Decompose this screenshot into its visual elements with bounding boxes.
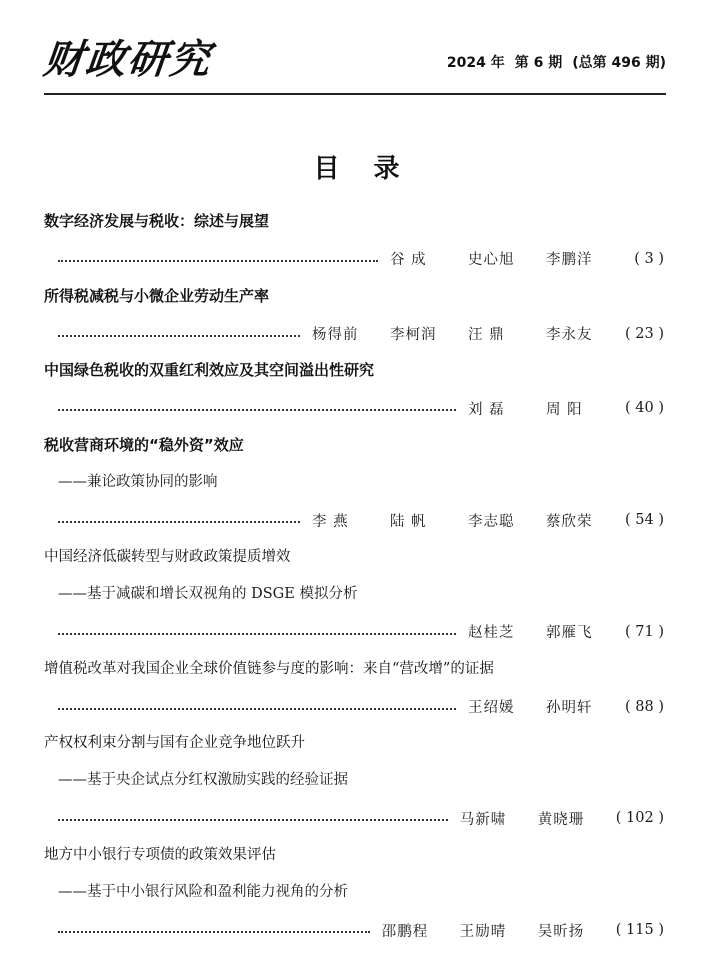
article-title[interactable]: 所得税减税与小微企业劳动生产率 bbox=[44, 286, 270, 305]
dot-leader bbox=[58, 409, 456, 411]
author-name: 史心旭 bbox=[468, 252, 515, 269]
author-name: 李志聪 bbox=[468, 513, 515, 530]
author-name: 陆 帆 bbox=[390, 513, 427, 530]
article-title[interactable]: 产权权利束分割与国有企业竞争地位跃升 bbox=[44, 735, 305, 752]
author-line bbox=[44, 613, 664, 650]
article-title[interactable]: 增值税改革对我国企业全球价值链参与度的影响：来自“营改增”的证据 bbox=[44, 660, 494, 677]
page-number: ( 40 ) bbox=[625, 400, 664, 417]
author-name: 马新啸 bbox=[459, 811, 507, 828]
article-title[interactable]: 税收营商环境的“稳外资”效应 bbox=[44, 435, 244, 454]
author-name: 李永友 bbox=[546, 327, 593, 344]
author-line bbox=[44, 800, 664, 837]
page-header bbox=[41, 24, 666, 84]
article-title[interactable]: 中国绿色税收的双重红利效应及其空间溢出性研究 bbox=[44, 361, 375, 380]
author-list bbox=[382, 920, 616, 941]
author-list bbox=[312, 323, 624, 344]
author-name: 李柯润 bbox=[390, 327, 437, 344]
issue-number: 第 6 期 bbox=[514, 55, 563, 71]
dot-leader bbox=[58, 931, 370, 933]
author-name: 王绍媛 bbox=[468, 700, 515, 716]
author-name: 孙明轩 bbox=[546, 700, 593, 716]
issue-info bbox=[437, 52, 666, 72]
table-of-contents bbox=[44, 203, 664, 949]
article-subtitle: ——基于央企试点分红权激励实践的经验证据 bbox=[58, 772, 348, 789]
author-line bbox=[44, 912, 664, 949]
author-list bbox=[468, 696, 624, 717]
author-list bbox=[468, 398, 624, 419]
author-name: 黄晓珊 bbox=[537, 811, 585, 828]
author-name: 周 阳 bbox=[546, 401, 583, 418]
author-list bbox=[390, 248, 624, 269]
author-line bbox=[44, 688, 664, 725]
page-number: ( 23 ) bbox=[625, 325, 664, 342]
author-line bbox=[44, 389, 664, 426]
dot-leader bbox=[58, 633, 456, 635]
dot-leader bbox=[58, 708, 456, 710]
author-name: 李 燕 bbox=[312, 513, 349, 530]
page-number: ( 88 ) bbox=[625, 698, 664, 715]
article-title[interactable]: 中国经济低碳转型与财政政策提质增效 bbox=[44, 548, 291, 565]
author-name: 杨得前 bbox=[312, 327, 359, 344]
page-number: ( 102 ) bbox=[615, 810, 664, 827]
article-title[interactable]: 数字经济发展与税收：综述与展望 bbox=[44, 212, 270, 230]
author-name: 王励晴 bbox=[459, 923, 507, 940]
author-name: 赵桂芝 bbox=[468, 625, 515, 642]
header-rule bbox=[44, 93, 666, 95]
author-name: 吴昕扬 bbox=[537, 923, 585, 940]
page-number: ( 71 ) bbox=[625, 623, 664, 640]
author-line bbox=[44, 315, 664, 352]
author-name: 李鹏洋 bbox=[546, 252, 593, 269]
author-line bbox=[44, 240, 664, 277]
page-number: ( 54 ) bbox=[625, 512, 664, 529]
author-name: 邵鹏程 bbox=[381, 923, 429, 940]
dot-leader bbox=[58, 260, 378, 262]
author-line bbox=[44, 501, 664, 538]
article-subtitle: ——兼论政策协同的影响 bbox=[58, 474, 218, 491]
author-name: 刘 磊 bbox=[468, 401, 505, 418]
issue-total: (总第 496 期) bbox=[572, 55, 666, 71]
article-title[interactable]: 地方中小银行专项债的政策效果评估 bbox=[44, 847, 276, 864]
toc-title: 目录 bbox=[313, 154, 434, 184]
author-name: 蔡欣荣 bbox=[546, 513, 593, 530]
article-subtitle: ——基于减碳和增长双视角的 DSGE 模拟分析 bbox=[58, 585, 358, 602]
author-list bbox=[312, 510, 624, 531]
dot-leader bbox=[58, 335, 300, 337]
author-name: 汪 鼎 bbox=[468, 327, 505, 344]
article-subtitle: ——基于中小银行风险和盈利能力视角的分析 bbox=[58, 884, 348, 901]
page-number: ( 115 ) bbox=[615, 922, 664, 939]
dot-leader bbox=[58, 521, 300, 523]
author-list bbox=[460, 808, 616, 829]
author-name: 郭雁飞 bbox=[546, 625, 593, 642]
author-list bbox=[468, 621, 624, 642]
issue-year: 2024 年 bbox=[446, 55, 505, 71]
dot-leader bbox=[58, 819, 448, 821]
author-name: 谷 成 bbox=[390, 252, 427, 269]
journal-logo: 财政研究 bbox=[41, 36, 215, 83]
page-number: ( 3 ) bbox=[634, 250, 664, 267]
